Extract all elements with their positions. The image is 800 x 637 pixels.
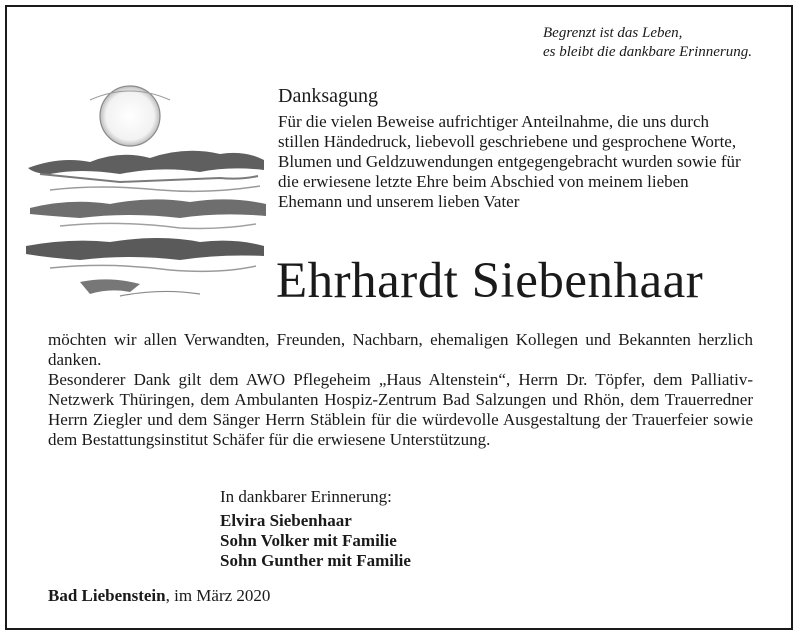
thanks-paragraph-1: möchten wir allen Verwandten, Freunden, Nachbarn, ehemaligen Kollegen und Bekannten herzlich danken. [48,330,753,369]
intro-text: Für die vielen Beweise aufrichtiger Anteilnahme, die uns durch stillen Händedruck, liebevoll geschriebene und gesprochene Worte, Blumen und Geldzuwendungen entgegengebracht wurden sowie für die erwiesene letzte Ehre beim Abschied von meinem lieben Ehemann und unserem lieben Vater [278,112,741,211]
signer: Elvira Siebenhaar [220,511,352,530]
signer: Sohn Volker mit Familie [220,531,397,550]
motto-line-1: Begrenzt ist das Leben, [543,25,683,41]
place-date [48,586,270,606]
closing-label: In dankbarer Erinnerung: [220,487,392,506]
signers-list [220,511,411,571]
heading: Danksagung [278,85,378,107]
motto-line-2: es bleibt die dankbare Erinnerung. [543,44,752,60]
motto [543,24,752,62]
thanks-paragraph-2: Besonderer Dank gilt dem AWO Pflegeheim „Haus Altenstein“, Herrn Dr. Töpfer, dem Palliativ-Netzwerk Thüringen, dem Ambulanten Hospiz-Zentrum Bad Salzungen und Rhön, dem Trauerredner Herrn Ziegler und dem Sänger Herrn Stäblein für die würdevolle Ausgestaltung der Trauerfeier sowie dem Bestattungsinstitut Schäfer für die erwiesene Unterstützung. [48,370,753,449]
thanks-body [48,330,753,450]
place: Bad Liebenstein [48,586,166,605]
deceased-name: Ehrhardt Siebenhaar [276,253,704,309]
date: , im März 2020 [165,586,271,605]
sunset-landscape-illustration [20,70,270,305]
signer: Sohn Gunther mit Familie [220,551,411,570]
